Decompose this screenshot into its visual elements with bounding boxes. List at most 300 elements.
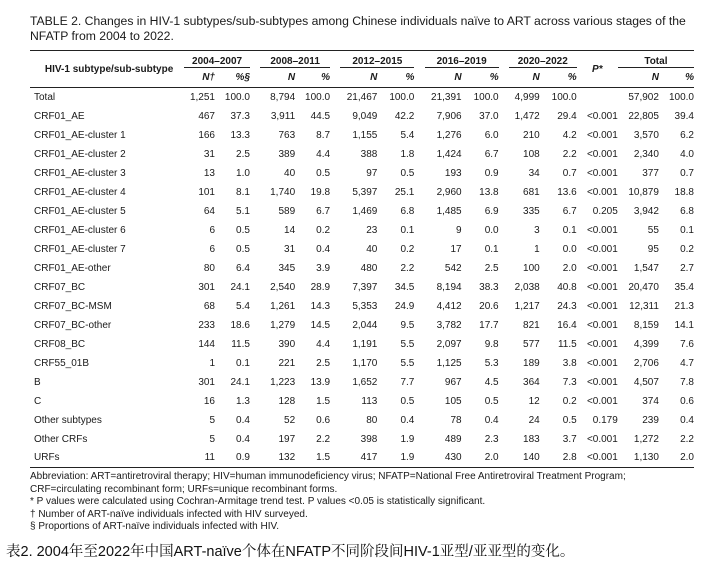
cell-count: 2,038 [514,281,540,293]
header-p-value: P* [591,63,603,75]
cell-count: 2,340 [633,148,659,160]
cell-percent: 9.8 [484,338,499,350]
cell-percent: 0.1 [562,224,577,236]
cell-count: 9 [456,224,462,236]
cell-count: 221 [278,357,296,369]
table-row [30,297,694,316]
chinese-caption: 表2. 2004年至2022年中国ART-naïve个体在NFATP不同阶段间HIV-1亚型/亚亚型的变化。 [6,544,575,560]
cell-percent: 19.8 [310,186,331,198]
cell-percent: 14.1 [674,319,694,331]
table-body [30,88,694,468]
table-row [30,164,694,183]
cell-count: 78 [450,414,462,426]
cell-percent: 24.1 [230,376,250,388]
cell-count: 335 [523,205,540,217]
row-label: CRF01_AE-cluster 5 [34,205,126,217]
table-row [30,373,694,392]
cell-percent: 100.0 [305,91,331,103]
cell-percent: 0.5 [484,395,499,407]
cell-count: 16 [203,395,215,407]
cell-percent: 7.7 [400,376,415,388]
cell-count: 10,879 [628,186,659,198]
cell-count: 6 [209,224,215,236]
cell-count: 1,485 [436,205,462,217]
cell-count: 374 [642,395,659,407]
row-label: CRF01_AE-cluster 3 [34,167,126,179]
cell-p-value: <0.001 [586,376,618,388]
header-period-1: 2004–2007 [184,51,250,68]
cell-count: 7,906 [436,110,462,122]
cell-count: 189 [523,357,540,369]
cell-count: 55 [647,224,659,236]
cell-count: 8,159 [633,319,659,331]
cell-count: 967 [444,376,462,388]
cell-percent: 0.5 [400,167,415,179]
header-n: N [532,72,540,83]
table-row [30,88,694,107]
cell-count: 239 [642,414,659,426]
cell-count: 193 [444,167,462,179]
cell-percent: 20.6 [479,300,499,312]
row-label: CRF01_AE-cluster 7 [34,243,126,255]
cell-percent: 0.1 [484,243,499,255]
cell-count: 52 [284,414,296,426]
cell-count: 57,902 [628,91,659,103]
cell-count: 2,097 [436,338,462,350]
cell-count: 1,223 [270,376,296,388]
table-row [30,183,694,202]
row-label: B [34,376,41,388]
cell-percent: 44.5 [310,110,331,122]
cell-count: 210 [523,129,540,141]
cell-count: 101 [198,186,215,198]
cell-count: 1,424 [436,148,462,160]
cell-count: 345 [278,262,296,274]
cell-percent: 4.0 [680,148,694,160]
cell-percent: 6.4 [236,262,250,274]
cell-p-value: <0.001 [586,224,618,236]
header-period-2: 2008–2011 [260,51,330,68]
cell-p-value: <0.001 [586,452,618,464]
table-row [30,107,694,126]
cell-p-value: <0.001 [586,395,618,407]
cell-count: 40 [366,243,378,255]
cell-count: 128 [278,395,296,407]
cell-count: 31 [203,148,215,160]
cell-percent: 4.2 [562,129,577,141]
cell-p-value: <0.001 [586,319,618,331]
cell-count: 4,399 [633,338,659,350]
cell-percent: 1.3 [236,395,250,407]
row-label: CRF55_01B [34,357,90,369]
cell-count: 1,652 [352,376,378,388]
cell-percent: 11.5 [231,338,250,350]
cell-count: 23 [366,224,378,236]
cell-count: 166 [198,129,215,141]
cell-percent: 13.6 [557,186,577,198]
cell-percent: 0.2 [316,224,331,236]
cell-count: 80 [366,414,378,426]
table-row [30,126,694,145]
cell-percent: 1.9 [400,452,415,464]
header-n: N [287,72,296,83]
header-pct: % [685,72,694,83]
cell-percent: 2.2 [400,262,415,274]
cell-percent: 5.1 [236,205,250,217]
footnote-p-value: * P values were calculated using Cochran-Armitage trend test. P values <0.05 is statistically significant. [30,496,486,508]
footnote-section: § Proportions of ART-naïve individuals infected with HIV. [30,521,280,533]
cell-percent: 4.4 [316,338,331,350]
cell-percent: 0.9 [484,167,499,179]
cell-count: 542 [444,262,462,274]
header-period-3: 2012–2015 [340,51,414,68]
cell-count: 3,911 [270,110,296,122]
cell-percent: 0.5 [562,414,577,426]
cell-percent: 0.2 [562,395,577,407]
cell-count: 3,782 [436,319,462,331]
cell-count: 17 [450,243,462,255]
cell-percent: 0.5 [400,395,415,407]
cell-count: 11 [204,452,215,464]
cell-percent: 38.3 [479,281,499,293]
row-label: CRF01_AE-cluster 6 [34,224,126,236]
cell-percent: 11.5 [557,338,577,350]
cell-percent: 2.3 [484,433,499,445]
cell-count: 430 [444,452,462,464]
cell-percent: 42.2 [394,110,415,122]
cell-percent: 1.5 [316,395,331,407]
cell-percent: 100.0 [224,91,250,103]
cell-percent: 0.4 [236,433,250,445]
cell-count: 183 [523,433,540,445]
cell-percent: 18.8 [674,186,694,198]
cell-count: 4,999 [514,91,540,103]
cell-percent: 0.4 [400,414,415,426]
cell-percent: 2.5 [236,148,250,160]
cell-count: 97 [366,167,378,179]
cell-percent: 3.9 [316,262,331,274]
footnote-abbreviations-1: Abbreviation: ART=antiretroviral therapy; HIV=human immunodeficiency virus; NFATP=National Free Antiretroviral Treatment Program; [30,471,626,482]
table-row [30,202,694,221]
row-label: C [34,395,42,407]
cell-count: 417 [360,452,378,464]
cell-count: 5 [209,433,215,445]
cell-count: 1,170 [352,357,378,369]
cell-count: 1,125 [436,357,462,369]
cell-percent: 4.7 [680,357,694,369]
cell-percent: 28.9 [310,281,331,293]
cell-p-value: <0.001 [586,357,618,369]
table-row [30,278,694,297]
cell-count: 233 [198,319,215,331]
cell-count: 8,794 [270,91,296,103]
cell-count: 140 [523,452,540,464]
cell-percent: 0.5 [236,224,250,236]
cell-percent: 17.7 [479,319,499,331]
cell-percent: 3.8 [562,357,577,369]
cell-count: 68 [203,300,215,312]
header-pct: % [405,72,415,83]
cell-count: 3,570 [633,129,659,141]
cell-percent: 0.5 [236,243,250,255]
cell-percent: 6.8 [680,205,694,217]
cell-percent: 37.0 [479,110,499,122]
cell-percent: 0.7 [680,167,694,179]
cell-percent: 6.7 [484,148,499,160]
cell-count: 1 [534,243,540,255]
cell-count: 100 [523,262,540,274]
cell-count: 1 [209,357,215,369]
cell-count: 64 [203,205,215,217]
cell-p-value: <0.001 [586,338,618,350]
header-subtype: HIV-1 subtype/sub-subtype [44,63,174,75]
row-label: CRF07_BC-other [34,319,112,331]
table-row [30,259,694,278]
cell-count: 2,960 [436,186,462,198]
cell-percent: 6.8 [400,205,415,217]
cell-percent: 1.9 [400,433,415,445]
table-row [30,392,694,411]
cell-p-value: 0.179 [592,414,618,426]
cell-percent: 13.3 [230,129,250,141]
table-row [30,335,694,354]
row-label: CRF07_BC [34,281,86,293]
cell-percent: 5.5 [400,338,415,350]
table-title-line-1: TABLE 2. Changes in HIV-1 subtypes/sub-subtypes among Chinese individuals naïve to ART across various stages of the [30,14,686,28]
cell-count: 1,279 [270,319,296,331]
cell-percent: 0.6 [680,395,694,407]
cell-count: 31 [284,243,296,255]
cell-percent: 0.0 [484,224,499,236]
cell-p-value: <0.001 [586,433,618,445]
footnote-abbreviations-2: CRF=circulating recombinant form; URFs=unique recombinant forms. [30,483,338,495]
cell-count: 1,472 [514,110,540,122]
cell-count: 1,155 [352,129,378,141]
cell-percent: 2.2 [562,148,577,160]
table-row [30,240,694,259]
cell-percent: 3.7 [562,433,577,445]
footnote-dagger: † Number of ART-naïve individuals infected with HIV surveyed. [30,508,308,520]
cell-p-value: <0.001 [586,167,618,179]
row-label: Total [34,91,56,103]
cell-percent: 100.0 [668,91,694,103]
header-period-4: 2016–2019 [425,51,499,68]
cell-count: 681 [523,186,540,198]
header-pct: % [321,72,331,83]
header-pct: % [489,72,499,83]
cell-count: 108 [523,148,540,160]
cell-count: 6 [209,243,215,255]
cell-percent: 1.5 [316,452,331,464]
cell-percent: 6.7 [316,205,331,217]
header-n: N† [202,72,215,83]
cell-count: 398 [360,433,378,445]
cell-percent: 2.0 [680,452,694,464]
cell-percent: 24.1 [230,281,250,293]
cell-count: 24 [528,414,540,426]
cell-percent: 7.6 [680,338,694,350]
cell-count: 364 [523,376,540,388]
row-label: CRF01_AE-cluster 1 [34,129,126,141]
cell-percent: 2.0 [484,452,499,464]
cell-p-value: <0.001 [586,262,618,274]
cell-percent: 0.2 [400,243,415,255]
cell-p-value: <0.001 [586,300,618,312]
cell-p-value: <0.001 [586,243,618,255]
cell-percent: 2.5 [316,357,331,369]
cell-percent: 37.3 [230,110,250,122]
table-row [30,316,694,335]
cell-count: 388 [360,148,378,160]
cell-percent: 13.9 [310,376,331,388]
cell-count: 301 [198,376,215,388]
cell-p-value: <0.001 [586,129,618,141]
cell-percent: 1.0 [236,167,250,179]
cell-percent: 6.9 [484,205,499,217]
cell-count: 389 [278,148,296,160]
cell-count: 1,217 [514,300,540,312]
cell-count: 9,049 [352,110,378,122]
header-pct: %§ [235,72,250,83]
cell-percent: 40.8 [557,281,577,293]
cell-count: 3 [534,224,540,236]
cell-percent: 100.0 [551,91,577,103]
cell-count: 1,740 [270,186,296,198]
cell-count: 489 [444,433,462,445]
cell-count: 197 [278,433,296,445]
cell-percent: 2.0 [562,262,577,274]
cell-count: 589 [278,205,296,217]
cell-count: 105 [444,395,462,407]
cell-count: 5 [209,414,215,426]
cell-percent: 25.1 [394,186,415,198]
header-period-5: 2020–2022 [509,51,577,68]
cell-count: 5,397 [352,186,378,198]
cell-percent: 29.4 [557,110,577,122]
cell-count: 2,044 [352,319,378,331]
cell-count: 20,470 [628,281,659,293]
cell-percent: 0.4 [484,414,499,426]
cell-count: 1,272 [633,433,659,445]
cell-count: 1,191 [352,338,378,350]
cell-percent: 0.4 [680,414,694,426]
table-row [30,411,694,430]
cell-count: 390 [278,338,296,350]
cell-count: 1,261 [270,300,296,312]
cell-count: 4,507 [633,376,659,388]
row-label: CRF08_BC [34,338,86,350]
cell-percent: 24.3 [557,300,577,312]
cell-p-value [577,88,618,107]
document [30,14,694,534]
cell-percent: 16.4 [557,319,577,331]
cell-percent: 14.3 [310,300,331,312]
cell-count: 13 [203,167,215,179]
table-title-line-2: NFATP from 2004 to 2022. [30,29,174,43]
cell-count: 80 [203,262,215,274]
header-n: N [454,72,462,83]
table-footnotes [30,471,694,534]
cell-count: 34 [528,167,540,179]
table-row [30,221,694,240]
cell-percent: 0.4 [236,414,250,426]
cell-count: 301 [198,281,215,293]
cell-count: 14 [284,224,296,236]
cell-percent: 2.5 [484,262,499,274]
cell-percent: 0.6 [316,414,331,426]
cell-percent: 0.4 [316,243,331,255]
table-row [30,145,694,164]
cell-percent: 2.2 [316,433,331,445]
cell-count: 2,706 [633,357,659,369]
cell-count: 3,942 [633,205,659,217]
cell-percent: 100.0 [389,91,415,103]
cell-count: 1,547 [633,262,659,274]
cell-percent: 4.5 [484,376,499,388]
header-row-periods [30,51,694,68]
cell-count: 21,467 [346,91,378,103]
cell-percent: 39.4 [674,110,694,122]
cell-count: 1,130 [633,452,659,464]
cell-percent: 0.2 [680,243,694,255]
cell-percent: 7.8 [680,376,694,388]
cell-percent: 1.8 [400,148,415,160]
cell-percent: 2.2 [680,433,694,445]
cell-p-value: 0.205 [592,205,618,217]
cell-percent: 9.5 [400,319,415,331]
cell-count: 113 [361,395,378,407]
cell-count: 763 [278,129,296,141]
cell-count: 1,251 [189,91,215,103]
cell-count: 12 [528,395,540,407]
table-title [30,14,694,44]
cell-percent: 6.0 [484,129,499,141]
cell-percent: 5.4 [400,129,415,141]
cell-count: 4,412 [436,300,462,312]
row-label: CRF01_AE-cluster 2 [34,148,126,160]
table-row [30,430,694,449]
cell-count: 480 [360,262,378,274]
cell-percent: 5.4 [236,300,250,312]
header-pct: % [567,72,577,83]
cell-percent: 35.4 [674,281,694,293]
subtype-table [30,50,694,468]
cell-count: 821 [523,319,540,331]
cell-count: 22,805 [628,110,659,122]
cell-count: 7,397 [352,281,378,293]
cell-percent: 0.7 [562,167,577,179]
cell-count: 8,194 [436,281,462,293]
table-row [30,354,694,373]
cell-count: 40 [284,167,296,179]
cell-percent: 21.3 [674,300,694,312]
cell-count: 95 [647,243,659,255]
cell-percent: 0.1 [236,357,250,369]
cell-count: 1,469 [352,205,378,217]
cell-percent: 0.1 [680,224,694,236]
cell-percent: 0.9 [236,452,250,464]
cell-count: 5,353 [352,300,378,312]
cell-percent: 24.9 [394,300,415,312]
cell-percent: 5.3 [484,357,499,369]
cell-percent: 6.2 [680,129,694,141]
cell-percent: 13.8 [479,186,499,198]
cell-count: 577 [523,338,540,350]
cell-percent: 6.7 [562,205,577,217]
cell-percent: 8.7 [316,129,331,141]
cell-count: 21,391 [431,91,462,103]
cell-percent: 8.1 [236,186,250,198]
